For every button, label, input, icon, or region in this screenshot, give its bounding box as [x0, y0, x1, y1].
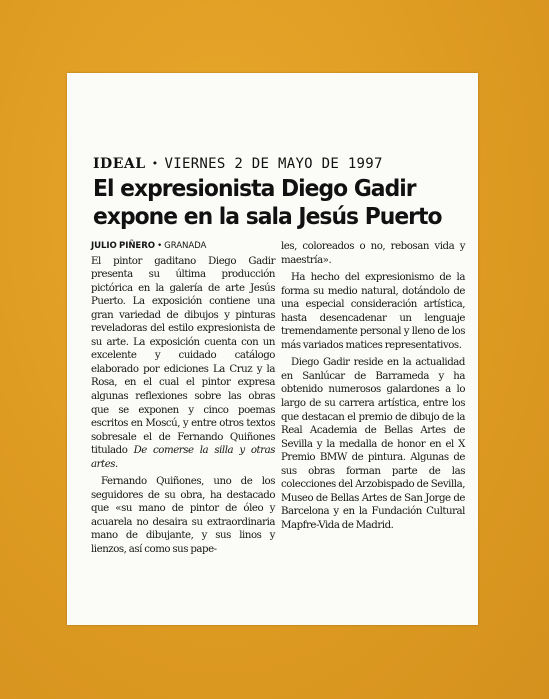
masthead-separator: • [151, 157, 159, 170]
masthead [93, 156, 383, 174]
paragraph: Ha hecho del expresionismo de la forma su medio natural, dotándolo de una especial consideración artística, hasta desencadenar un lenguaje tremendamente personal y lleno de los más variados matices representativos. [281, 272, 465, 351]
publication-date: VIERNES 2 DE MAYO DE 1997 [164, 156, 383, 172]
paragraph: Diego Gadir reside en la actualidad en Sanlúcar de Barrameda y ha obtenido numerosos galardones a lo largo de su carrera artística, entre los que destacan el premio de dibujo de la Real Academia de Bellas Artes de Sevilla y la medalla de honor en el X Premio BMW de pintura. Algunas de sus obras forman parte de las colecciones del Arzobispado de Sevilla, Museo de Bellas Artes de San Jorge de Barcelona y en la Fundación Cultural Mapfre-Vida de Madrid. [281, 357, 465, 531]
article-column-1 [91, 240, 275, 561]
headline [93, 174, 446, 230]
article-column-2 [281, 240, 465, 536]
byline-bullet: • [154, 241, 165, 251]
byline-city: GRANADA [164, 241, 207, 251]
book-title: De comerse la silla y otras artes. [91, 445, 275, 470]
byline-author: JULIO PIÑERO [91, 241, 155, 251]
paragraph [91, 255, 275, 472]
publication-name: IDEAL [93, 156, 146, 172]
headline-line-1: El expresionista Diego Gadir [93, 174, 416, 202]
paragraph: Fernando Quiñones, uno de los seguidores de su obra, ha destacado que «su mano de pintor de óleo y acuarela no desaira su extraordinaria mano de dibujante, y sus linos y lienzos, así como sus pape- [91, 476, 275, 556]
headline-line-2: expone en la sala Jesús Puerto [93, 202, 442, 230]
paragraph: les, coloreados o no, rebosan vida y maestría». [281, 241, 465, 266]
paragraph-text: El pintor gaditano Diego Gadir presenta su última producción pictórica en la galería de arte Jesús Puerto. La exposición contiene una gran variedad de dibujos y pinturas reveladoras del estilo expresionista de su arte. La exposición cuenta con un excelente y cuidado catálogo elaborado por ediciones La Cruz y la Rosa, en el cual el pintor expresa algunas reflexiones sobre las obras que se exponen y cinco poemas escritos en Moscú, y entre otros textos sobresale el de Fernando Quiñones titulado [91, 255, 275, 457]
byline [91, 240, 275, 254]
newspaper-clipping [67, 73, 478, 625]
